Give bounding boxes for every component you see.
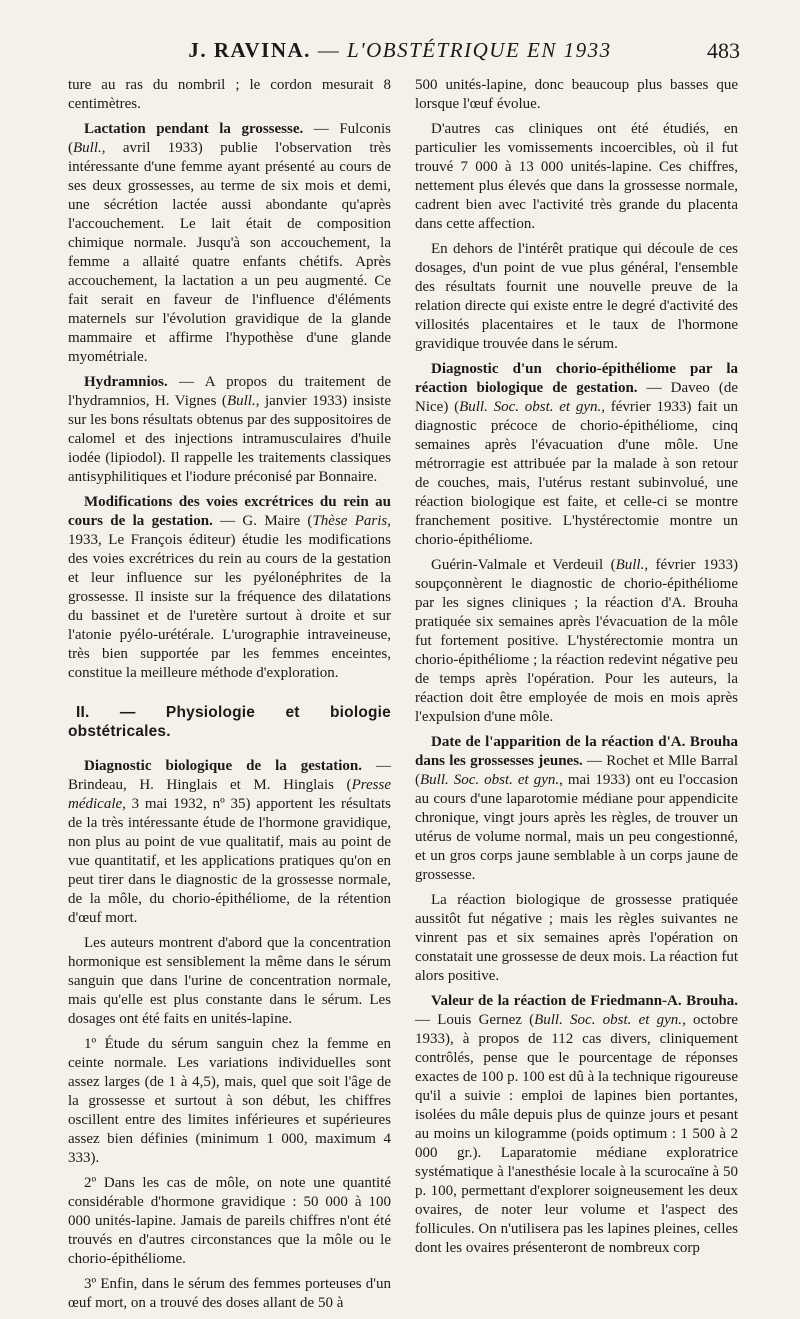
entry-heading: Hydramnios. bbox=[84, 374, 168, 390]
entry-text: — Louis Gernez ( bbox=[415, 1012, 535, 1028]
paragraph: 1º Étude du sérum sanguin chez la femme en ceinte normale. Les variations individuelles sont assez larges (de 1 à 4,5), mais, quel que soit l'âge de la grossesse et surtout à son début, les chiffres oscillent entre des limites inférieures et supérieures assez bien définies (minimum 1 000, maximum 4 333). bbox=[68, 1036, 391, 1166]
paragraph: En dehors de l'intérêt pratique qui découle de ces dosages, d'un point de vue plus général, l'ensemble des résultats fournit une nouvelle preuve de la relation directe qui existe entre le degré d'activité des villosités placentaires et le taux de l'hormone gravidique trouvée dans le sérum. bbox=[415, 241, 738, 352]
entry-text: — Fulconis ( bbox=[68, 121, 391, 156]
citation: Presse médicale bbox=[68, 777, 391, 812]
entry-text: , octobre 1933), à propos de 112 cas divers, cliniquement contrôlés, pense que le pourcentage de réponses exactes de 100 p. 100 est dû à la technique rigoureuse qu'il a suivie : emploi de lapines bien portantes, isolées du mâle depuis plus de quinze jours et pesant au moins un kilogramme (poids optimum : 1 500 à 2 000 gr.). Laparatomie médiane exploratrice systématique à l'anesthésie locale à la scurocaïne à 50 p. 100, permettant d'explorer soigneusement les deux ovaires, de noter leur volume et l'aspect des follicules. On n'utilisera pas les lapines pleines, celles dont les ovaires présenteront de nombreux corp bbox=[415, 1012, 738, 1256]
paragraph-modifications bbox=[68, 493, 391, 683]
entry-heading: Diagnostic d'un chorio-épithéliome par la réaction biologique de gestation. bbox=[415, 361, 738, 396]
paragraph: ture au ras du nombril ; le cordon mesurait 8 centimètres. bbox=[68, 77, 391, 112]
entry-heading: Date de l'apparition de la réaction d'A. Brouha dans les grossesses jeunes. bbox=[415, 734, 738, 769]
entry-text: — Rochet et Mlle Barral ( bbox=[415, 753, 739, 788]
paragraph: Les auteurs montrent d'abord que la concentration hormonique est sensiblement la même dans le sérum sanguin que dans l'urine de concentration normale, mais qu'elle est plus constante dans le sérum. Les dosages ont été faits en unités-lapine. bbox=[68, 935, 391, 1027]
entry-text: , mai 1933) ont eu l'occasion au cours d'une laparotomie médiane pour appendicite chronique, vingt jours après les règles, de trouver un utérus de volume normal, mais un peu congestionné, et un gros corps jaune semblable à un corps jaune de grossesse. bbox=[415, 772, 738, 883]
citation: Thèse Paris bbox=[312, 513, 388, 529]
paragraph: 3º Enfin, dans le sérum des femmes porteuses d'un œuf mort, on a trouvé des doses allant de 50 à bbox=[68, 1276, 391, 1311]
citation: Bull. bbox=[226, 393, 256, 409]
paragraph: 500 unités-lapine, donc beaucoup plus basses que lorsque l'œuf évolue. bbox=[415, 77, 738, 112]
entry-heading: Diagnostic biologique de la gestation. bbox=[84, 758, 363, 774]
left-column bbox=[68, 76, 391, 1319]
entry-text: — Daveo (de Nice) ( bbox=[415, 380, 738, 415]
entry-text: , février 1933) fait un diagnostic précoce de chorio-épithéliome, cinq semaines après l'évacuation d'une môle. Une métrorragie est attribuée par la malade à son retour de couches, mais, l'utérus restant subinvolué, une réaction biologique est faite, et celle-ci se montre franchement positive. L'hystérectomie montre un chorio-épithéliome. bbox=[415, 399, 739, 548]
paragraph-hydramnios bbox=[68, 373, 391, 487]
section-title: Physiologie et biologie obstétricales. bbox=[68, 704, 391, 740]
citation: Bull. Soc. obst. et gyn. bbox=[459, 399, 602, 415]
paragraph: La réaction biologique de grossesse pratiquée aussitôt fut négative ; mais les règles suivantes ne vinrent pas et six semaines après l'opération on constatait une grossesse de deux mois. La réaction fut alors positive. bbox=[415, 892, 738, 984]
entry-text: — Brindeau, H. Hinglais et M. Hinglais ( bbox=[68, 758, 391, 793]
section-dash: — bbox=[89, 704, 166, 721]
entry-heading: Valeur de la réaction de Friedmann-A. Brouha. bbox=[431, 993, 738, 1009]
paragraph-guerin bbox=[415, 556, 738, 727]
citation: Bull. Soc. obst. et gyn. bbox=[420, 772, 560, 788]
paragraph: D'autres cas cliniques ont été étudiés, en particulier les vomissements incoercibles, où il fut trouvé 7 000 à 13 000 unités-lapine. Ces chiffres, nettement plus élevés que dans la grossesse normale, cadrent bien avec l'activité très grande du placenta dans cette affection. bbox=[415, 121, 738, 232]
entry-text: Guérin-Valmale et Verdeuil ( bbox=[431, 557, 616, 573]
entry-text: , janvier 1933) insiste sur les bons résultats obtenus par des suppositoires de calomel et des injections intramusculaires d'huile iodée (lipiodol). Il rappelle les traitements classiques antisyphilitiques et l'iodure préconisé par Bonnaire. bbox=[68, 393, 391, 485]
entry-text: , février 1933) soupçonnèrent le diagnostic de chorio-épithéliome par les signes cliniques ; la réaction d'A. Brouha pratiquée six semaines après l'évacuation de la môle fut fortement positive. L'hystérectomie montra un chorio-épithéliome ; la réaction redevint négative peu de temps après l'opération. Pour les auteurs, la réaction doit être employée de mois en mois après l'expulsion d'une môle. bbox=[415, 557, 738, 725]
running-title bbox=[60, 38, 740, 63]
entry-text: — A propos du traitement de l'hydramnios, H. Vignes ( bbox=[68, 374, 391, 409]
entry-text: , 1933, Le François éditeur) étudie les modifications des voies excrétrices du rein au cours de la gestation et leur influence sur les pyélonéphrites de la grossesse. Il insiste sur la fréquence des dilatations du bassinet et de l'uretère surtout à droite et sur l'atonie pyélo-urétérale. L'urographie intraveineuse, très bien supportée par les femmes enceintes, constitue la meilleure méthode d'exploration. bbox=[68, 513, 391, 681]
paragraph-lactation bbox=[68, 120, 391, 367]
citation: Bull. bbox=[615, 557, 645, 573]
header-journal: L'OBSTÉTRIQUE EN 1933 bbox=[346, 38, 612, 62]
header-author: J. RAVINA. bbox=[188, 38, 311, 62]
paragraph: 2º Dans les cas de môle, on note une quantité considérable d'hormone gravidique : 50 000 à 100 000 unités-lapine. Jamais de pareils chiffres n'ont été trouvés en d'autres circonstances que la môle ou le chorio-épithéliome. bbox=[68, 1175, 391, 1267]
paragraph-diagnostic bbox=[68, 757, 391, 928]
right-column bbox=[415, 76, 738, 1264]
entry-text: — G. Maire ( bbox=[212, 513, 313, 529]
entry-text: , avril 1933) publie l'observation très intéressante d'une femme ayant présenté au cours de ses deux grossesses, au terme de six mois et demi, une sécrétion lactée aussi abondante qu'après l'accouchement. Le lait était de composition chimique normale. Jusqu'à son accouchement, la femme a allaité quatre enfants chétifs. Après accouchement, la lactation a un peu augmenté. Ce fait serait en faveur de l'influence d'éléments maternels sur l'évolution gravidique de la glande mammaire et affirme l'hypothèse d'une glande myométriale. bbox=[68, 140, 391, 365]
paragraph-valeur bbox=[415, 992, 738, 1258]
paragraph-date bbox=[415, 733, 738, 885]
paragraph-chorio bbox=[415, 360, 738, 550]
entry-heading: Lactation pendant la grossesse. bbox=[84, 121, 304, 137]
section-heading bbox=[68, 703, 391, 741]
section-number: II. bbox=[76, 704, 90, 721]
header-dash: — bbox=[310, 38, 347, 62]
citation: Bull. bbox=[73, 140, 102, 156]
page-number: 483 bbox=[707, 38, 740, 63]
entry-text: , 3 mai 1932, nº 35) apportent les résultats de la très intéressante étude de l'hormone gravidique, non plus au point de vue qualitatif, mais au point de vue quantitatif, et les applications pratiques qu'on en peut tirer dans le diagnostic de la grossesse normale, de la môle, du chorio-épithéliome, de la rétention d'œuf mort. bbox=[68, 796, 391, 926]
running-header bbox=[60, 38, 740, 72]
entry-heading: Modifications des voies excrétrices du rein au cours de la gestation. bbox=[68, 494, 391, 529]
citation: Bull. Soc. obst. et gyn. bbox=[534, 1012, 683, 1028]
